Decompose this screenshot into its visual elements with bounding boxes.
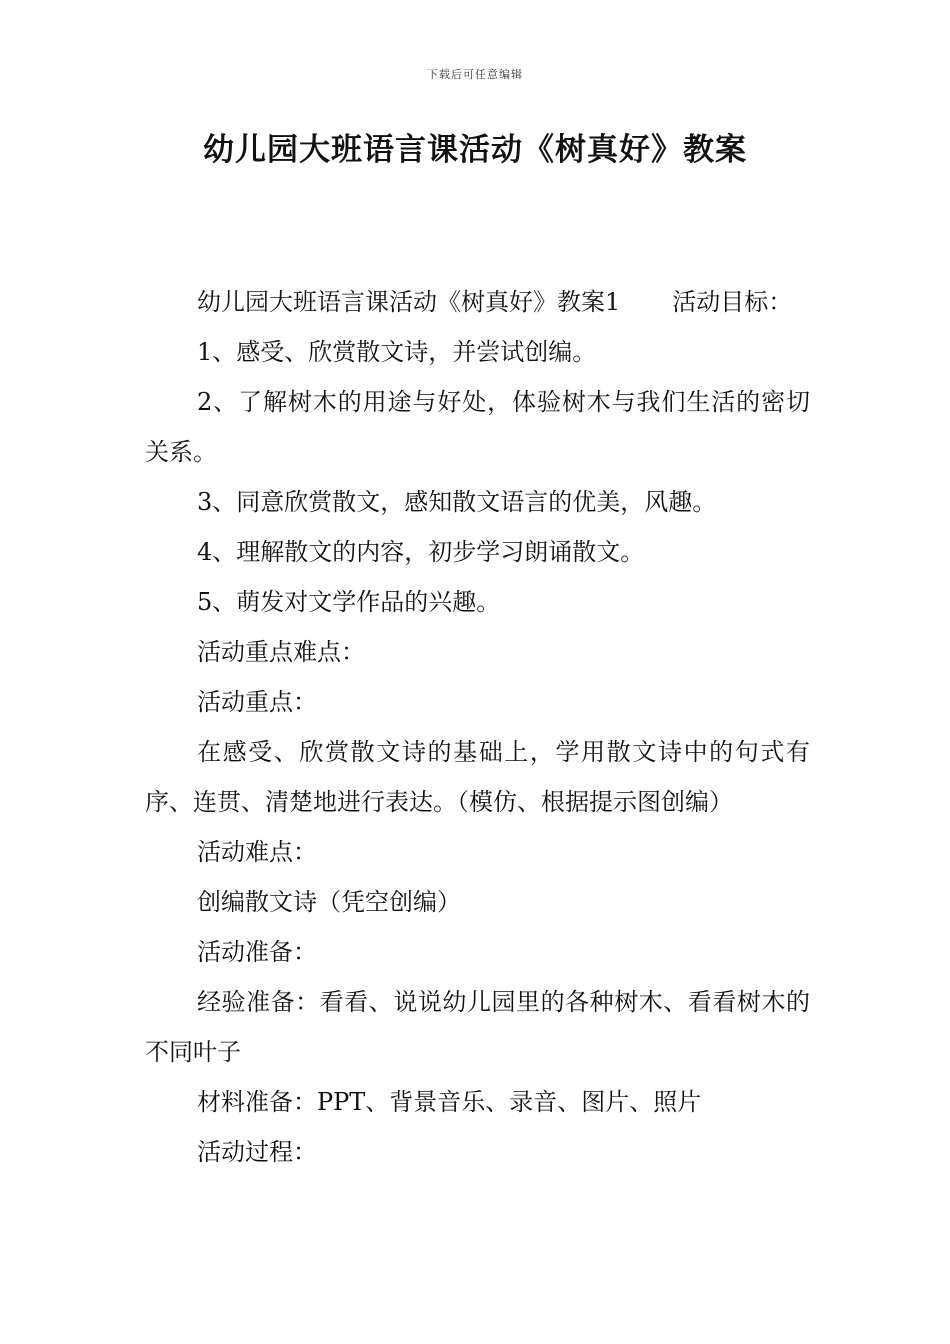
header-note: 下载后可任意编辑: [427, 68, 523, 81]
goals-label: 活动目标：: [672, 288, 793, 316]
goal-4: 4、理解散文的内容，初步学习朗诵散文。: [197, 538, 645, 566]
goal-1: 1、感受、欣赏散文诗，并尝试创编。: [197, 338, 597, 366]
difficult-points-text: 创编散文诗（凭空创编）: [197, 888, 461, 916]
goal-2: 2、了解树木的用途与好处，体验树木与我们生活的密切关系。: [145, 388, 810, 466]
key-points-text: 在感受、欣赏散文诗的基础上，学用散文诗中的句式有序、连贯、清楚地进行表达。（模仿、根据提示图创编）: [145, 738, 810, 816]
material-preparation: 材料准备：PPT、背景音乐、录音、图片、照片: [197, 1088, 702, 1116]
experience-preparation: 经验准备：看看、说说幼儿园里的各种树木、看看树木的不同叶子: [145, 988, 810, 1066]
intro-paragraph: [145, 277, 810, 327]
difficult-points-heading: 活动难点：: [197, 838, 317, 866]
document-title: 幼儿园大班语言课活动《树真好》教案: [203, 132, 747, 168]
intro-lead: 幼儿园大班语言课活动《树真好》教案1: [197, 288, 621, 316]
key-difficult-points-heading: 活动重点难点：: [197, 638, 365, 666]
goal-3: 3、同意欣赏散文，感知散文语言的优美，风趣。: [197, 488, 717, 516]
process-heading: 活动过程：: [197, 1138, 317, 1166]
preparation-heading: 活动准备：: [197, 938, 317, 966]
key-points-heading: 活动重点：: [197, 688, 317, 716]
document-body: [145, 277, 810, 1177]
goal-5: 5、萌发对文学作品的兴趣。: [197, 588, 501, 616]
